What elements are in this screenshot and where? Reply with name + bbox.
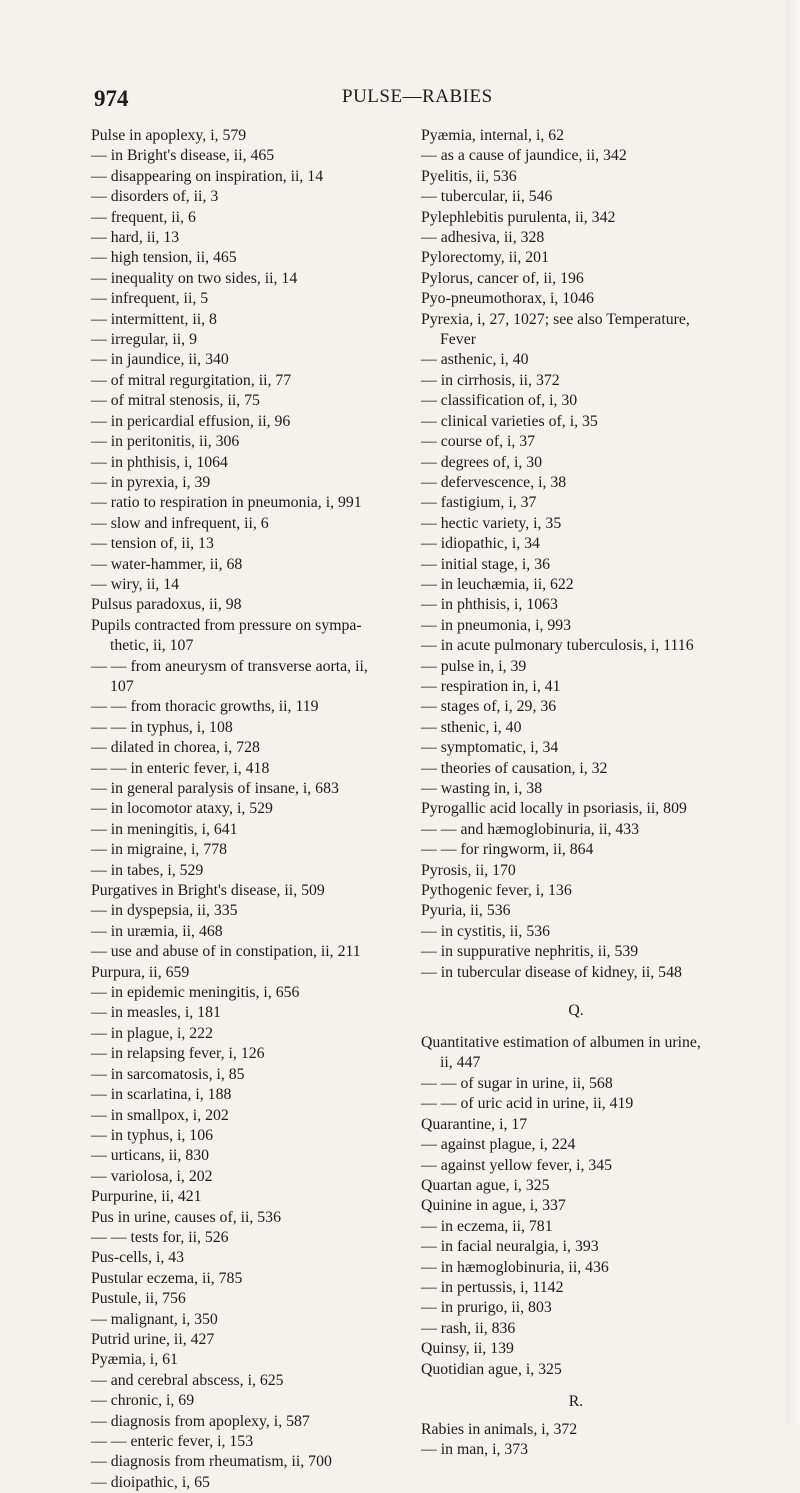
index-entry: — infrequent, ii, 5 [91, 290, 209, 308]
index-entry: — — in typhus, i, 108 [91, 718, 233, 736]
index-entry: Pulsus paradoxus, ii, 98 [91, 596, 242, 614]
index-entry: — chronic, i, 69 [91, 1392, 195, 1410]
index-entry: — asthenic, i, 40 [421, 351, 529, 369]
index-entry: — against plague, i, 224 [421, 1136, 576, 1154]
index-entry: — — for ringworm, ii, 864 [421, 841, 594, 859]
index-column-left [91, 126, 471, 1493]
index-entry: — in peritonitis, ii, 306 [91, 433, 240, 451]
index-entry: — dilated in chorea, i, 728 [91, 739, 260, 757]
index-entry: Purgatives in Bright's disease, ii, 509 [91, 882, 325, 900]
page-number: 974 [94, 86, 129, 111]
index-entry: — intermittent, ii, 8 [91, 310, 217, 328]
index-entry: — initial stage, i, 36 [421, 555, 550, 573]
index-entry: — of mitral stenosis, ii, 75 [91, 392, 260, 410]
index-entry: — disorders of, ii, 3 [91, 188, 219, 206]
index-entry: Purpura, ii, 659 [91, 963, 190, 981]
index-entry: — in eczema, ii, 781 [421, 1217, 553, 1235]
index-entry: — clinical varieties of, i, 35 [421, 412, 598, 430]
index-entry: — ratio to respiration in pneumonia, i, 991 [91, 494, 362, 512]
index-entry: — use and abuse of in constipation, ii, 211 [91, 943, 361, 961]
index-entry: — irregular, ii, 9 [91, 331, 197, 349]
index-entry: Pustule, ii, 756 [91, 1290, 186, 1308]
index-entry: Pyo-pneumothorax, i, 1046 [421, 290, 594, 308]
index-entry: — symptomatic, i, 34 [421, 739, 559, 757]
index-entry: — in facial neuralgia, i, 393 [421, 1238, 599, 1256]
index-entry: Quarantine, i, 17 [421, 1115, 528, 1133]
index-entry: — — enteric fever, i, 153 [91, 1433, 254, 1450]
index-entry: — of mitral regurgitation, ii, 77 [91, 371, 292, 389]
index-entry: Pyrexia, i, 27, 1027; see also Temperature, [421, 310, 690, 328]
index-entry: — water-hammer, ii, 68 [91, 555, 243, 573]
index-entry: — against yellow fever, i, 345 [421, 1156, 613, 1174]
index-entry: Pus-cells, i, 43 [91, 1249, 185, 1267]
index-entry: — in suppurative nephritis, ii, 539 [421, 943, 639, 961]
index-entry: — in relapsing fever, i, 126 [91, 1045, 265, 1063]
index-entry: — in plague, i, 222 [91, 1024, 213, 1042]
index-entry: — sthenic, i, 40 [421, 718, 522, 736]
index-entry: — in tubercular disease of kidney, ii, 548 [421, 963, 682, 981]
index-entry: — in uræmia, ii, 468 [91, 922, 223, 940]
index-entry-continuation: Fever [440, 331, 476, 349]
index-entry: — urticans, ii, 830 [91, 1147, 210, 1165]
index-entry: Rabies in animals, i, 372 [421, 1420, 578, 1438]
index-entry: — in tabes, i, 529 [91, 861, 204, 879]
index-entry: Pylephlebitis purulenta, ii, 342 [421, 208, 616, 226]
index-entry: Pyuria, ii, 536 [421, 902, 511, 920]
index-entry: Pythogenic fever, i, 136 [421, 882, 572, 900]
index-entry-continuation: 107 [110, 677, 134, 695]
index-entry: — hectic variety, i, 35 [421, 514, 562, 532]
index-entry: — in pneumonia, i, 993 [421, 616, 572, 634]
index-entry: Putrid urine, ii, 427 [91, 1330, 215, 1348]
index-entry: Quinsy, ii, 139 [421, 1340, 514, 1358]
index-entry: — — tests for, ii, 526 [91, 1228, 229, 1246]
index-entry: Quantitative estimation of albumen in urine, [421, 1034, 701, 1052]
index-entry: Pyæmia, internal, i, 62 [421, 127, 565, 144]
index-entry: — defervescence, i, 38 [421, 473, 567, 491]
index-entry: — tension of, ii, 13 [91, 535, 214, 553]
index-entry: — fastigium, i, 37 [421, 494, 537, 512]
running-title: PULSE—RABIES [342, 86, 493, 107]
index-entry: — disappearing on inspiration, ii, 14 [91, 167, 324, 185]
index-entry-continuation: ii, 447 [440, 1054, 481, 1072]
page-header [0, 86, 800, 116]
index-entry: — in phthisis, i, 1063 [421, 596, 558, 614]
index-entry: — in epidemic meningitis, i, 656 [91, 984, 300, 1002]
index-entry: — course of, i, 37 [421, 433, 536, 451]
index-entry: Pyrogallic acid locally in psoriasis, ii, 809 [421, 800, 687, 818]
index-entry: — — of sugar in urine, ii, 568 [421, 1074, 613, 1092]
index-entry: Pus in urine, causes of, ii, 536 [91, 1208, 281, 1226]
index-entry: — in jaundice, ii, 340 [91, 351, 229, 369]
index-entry: — wiry, ii, 14 [91, 575, 180, 593]
index-entry: Quinine in ague, i, 337 [421, 1197, 566, 1215]
index-entry: — as a cause of jaundice, ii, 342 [421, 147, 627, 165]
index-entry: — in locomotor ataxy, i, 529 [91, 800, 273, 818]
index-entry: — in scarlatina, i, 188 [91, 1086, 232, 1104]
index-entry: Pylorus, cancer of, ii, 196 [421, 269, 584, 287]
index-entry: — slow and infrequent, ii, 6 [91, 514, 269, 532]
index-entry: — in dyspepsia, ii, 335 [91, 902, 238, 920]
index-entry: — in measles, i, 181 [91, 1004, 221, 1022]
index-entry: Pyrosis, ii, 170 [421, 861, 516, 879]
index-entry: — — in enteric fever, i, 418 [91, 759, 270, 777]
index-entry: — adhesiva, ii, 328 [421, 229, 545, 247]
section-letter-heading: Q. [568, 1002, 584, 1020]
index-entry: — — and hæmoglobinuria, ii, 433 [421, 820, 640, 838]
index-entry: — in leuchæmia, ii, 622 [421, 575, 574, 593]
index-entry: Purpurine, ii, 421 [91, 1188, 202, 1206]
index-entry: — variolosa, i, 202 [91, 1167, 213, 1185]
index-entry: — and cerebral abscess, i, 625 [91, 1371, 284, 1389]
index-entry: — classification of, i, 30 [421, 392, 578, 410]
index-entry: Pylorectomy, ii, 201 [421, 249, 549, 267]
index-entry: — high tension, ii, 465 [91, 249, 237, 267]
index-entry: Quartan ague, i, 325 [421, 1176, 550, 1194]
index-entry: — diagnosis from rheumatism, ii, 700 [91, 1453, 332, 1471]
index-entry: — pulse in, i, 39 [421, 657, 527, 675]
index-entry: — — from thoracic growths, ii, 119 [91, 698, 319, 716]
index-entry: — in pericardial effusion, ii, 96 [91, 412, 291, 430]
index-entry: — tubercular, ii, 546 [421, 188, 553, 206]
index-entry: — in acute pulmonary tuberculosis, i, 1116 [421, 637, 694, 655]
index-entry: — in smallpox, i, 202 [91, 1106, 229, 1124]
index-entry: Quotidian ague, i, 325 [421, 1360, 562, 1378]
index-entry: — in prurigo, ii, 803 [421, 1299, 552, 1317]
index-entry: — theories of causation, i, 32 [421, 759, 608, 777]
index-entry-continuation: thetic, ii, 107 [110, 637, 194, 655]
index-entry: — degrees of, i, 30 [421, 453, 543, 471]
index-entry: — in Bright's disease, ii, 465 [91, 147, 275, 165]
index-entry: — in pertussis, i, 1142 [421, 1278, 564, 1296]
index-entry: — wasting in, i, 38 [421, 780, 543, 797]
index-entry: — idiopathic, i, 34 [421, 535, 540, 553]
index-entry: — — of uric acid in urine, ii, 419 [421, 1095, 634, 1113]
index-entry: Pupils contracted from pressure on sympa- [91, 616, 362, 634]
index-entry: Pulse in apoplexy, i, 579 [91, 127, 247, 144]
index-entry: — in cystitis, ii, 536 [421, 922, 551, 940]
index-entry: — rash, ii, 836 [421, 1319, 516, 1337]
index-entry: — in cirrhosis, ii, 372 [421, 371, 560, 389]
index-entry: — in meningitis, i, 641 [91, 820, 238, 838]
index-entry: — in hæmoglobinuria, ii, 436 [421, 1258, 609, 1276]
index-entry: — in sarcomatosis, i, 85 [91, 1065, 245, 1083]
index-entry: — inequality on two sides, ii, 14 [91, 269, 298, 287]
index-entry: — frequent, ii, 6 [91, 208, 196, 226]
index-entry: — diagnosis from apoplexy, i, 587 [91, 1412, 310, 1430]
index-entry: — in migraine, i, 778 [91, 841, 228, 859]
index-entry: Pustular eczema, ii, 785 [91, 1269, 243, 1287]
index-entry: Pyelitis, ii, 536 [421, 167, 517, 185]
index-entry: — in pyrexia, i, 39 [91, 473, 211, 491]
index-entry: — respiration in, i, 41 [421, 677, 561, 695]
index-entry: — in general paralysis of insane, i, 683 [91, 780, 339, 797]
index-entry: — in phthisis, i, 1064 [91, 453, 228, 471]
index-entry: — malignant, i, 350 [91, 1310, 218, 1328]
section-letter-heading: R. [568, 1392, 584, 1410]
index-entry: — in typhus, i, 106 [91, 1126, 213, 1144]
index-column-right [421, 126, 791, 1461]
index-entry: Pyæmia, i, 61 [91, 1351, 178, 1369]
index-entry: — hard, ii, 13 [91, 229, 180, 247]
index-entry: — stages of, i, 29, 36 [421, 698, 557, 716]
index-entry: — — from aneurysm of transverse aorta, ii, [91, 657, 368, 675]
index-entry: — in man, i, 373 [421, 1441, 529, 1459]
index-entry: — dioipathic, i, 65 [91, 1473, 210, 1491]
